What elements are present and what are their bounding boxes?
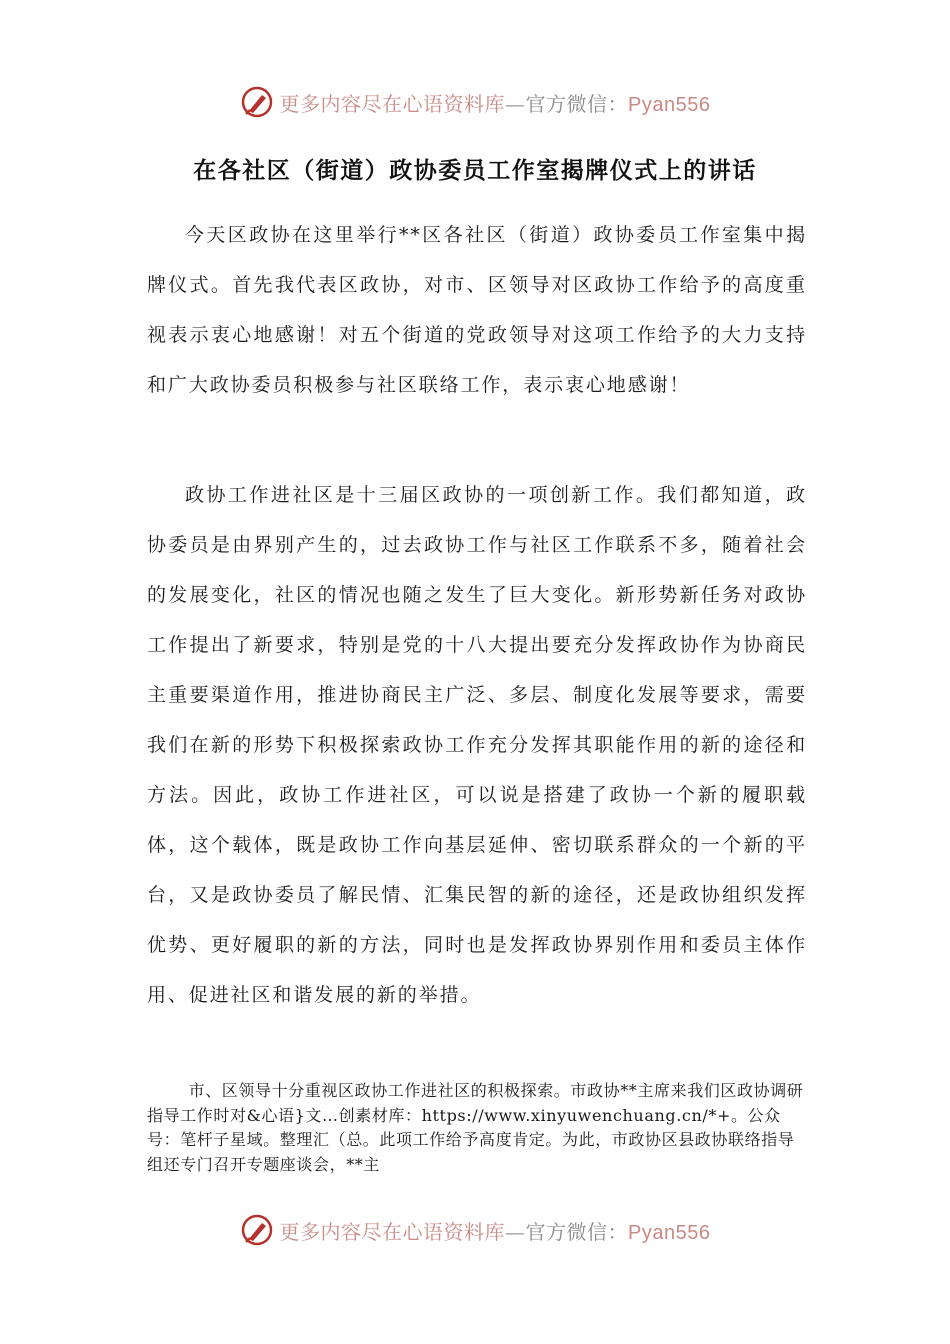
watermark-wechat-label: 官方微信： <box>525 91 629 116</box>
pen-nib-logo-icon <box>240 1213 274 1247</box>
watermark-banner-top <box>0 82 950 122</box>
paragraph-3-block <box>147 1079 807 1177</box>
watermark-wechat-label: 官方微信： <box>525 1219 629 1244</box>
watermark-site-text: 更多内容尽在心语资料库 <box>279 1219 506 1244</box>
watermark-banner-bottom <box>0 1210 950 1250</box>
watermark-separator: — <box>505 91 526 116</box>
paragraph-1: 今天区政协在这里举行**区各社区（街道）政协委员工作室集中揭牌仪式。首先我代表区政协，对市、区领导对区政协工作给予的高度重视表示衷心地感谢！对五个街道的党政领导对这项工作给予的大力支持和广大政协委员积极参与社区联络工作，表示衷心地感谢！ <box>147 224 807 396</box>
watermark-site-text: 更多内容尽在心语资料库 <box>279 91 506 116</box>
watermark-separator: — <box>505 1219 526 1244</box>
paragraph-3: 市、区领导十分重视区政协工作进社区的积极探索。市政协**主席来我们区政协调研指导工作时对&心语}文…创素材库：https://www.xinyuwenchuang.cn/*+。公众号：笔杆子星域。整理汇（总。此项工作给予高度肯定。为此，市政协区县政协联络指导组还专门召开专题座谈会，**主 <box>147 1081 804 1174</box>
paragraph-2: 政协工作进社区是十三届区政协的一项创新工作。我们都知道，政协委员是由界别产生的，过去政协工作与社区工作联系不多，随着社会的发展变化，社区的情况也随之发生了巨大变化。新形势新任务对政协工作提出了新要求，特别是党的十八大提出要充分发挥政协作为协商民主重要渠道作用，推进协商民主广泛、多层、制度化发展等要求，需要我们在新的形势下积极探索政协工作充分发挥其职能作用的新的途径和方法。因此，政协工作进社区，可以说是搭建了政协一个新的履职载体，这个载体，既是政协工作向基层延伸、密切联系群众的一个新的平台，又是政协委员了解民情、汇集民智的新的途径，还是政协组织发挥优势、更好履职的新的方法，同时也是发挥政协界别作用和委员主体作用、促进社区和谐发展的新的举措。 <box>147 484 807 1006</box>
document-title: 在各社区（街道）政协委员工作室揭牌仪式上的讲话 <box>193 158 757 184</box>
watermark-text <box>280 1216 711 1245</box>
pen-nib-logo-icon <box>240 85 274 119</box>
watermark-wechat-id: Pyan556 <box>628 93 711 116</box>
watermark-wechat-id: Pyan556 <box>628 1221 711 1244</box>
paragraph-1-block <box>147 210 807 410</box>
watermark-text <box>280 88 711 117</box>
paragraph-2-block <box>147 470 807 1020</box>
